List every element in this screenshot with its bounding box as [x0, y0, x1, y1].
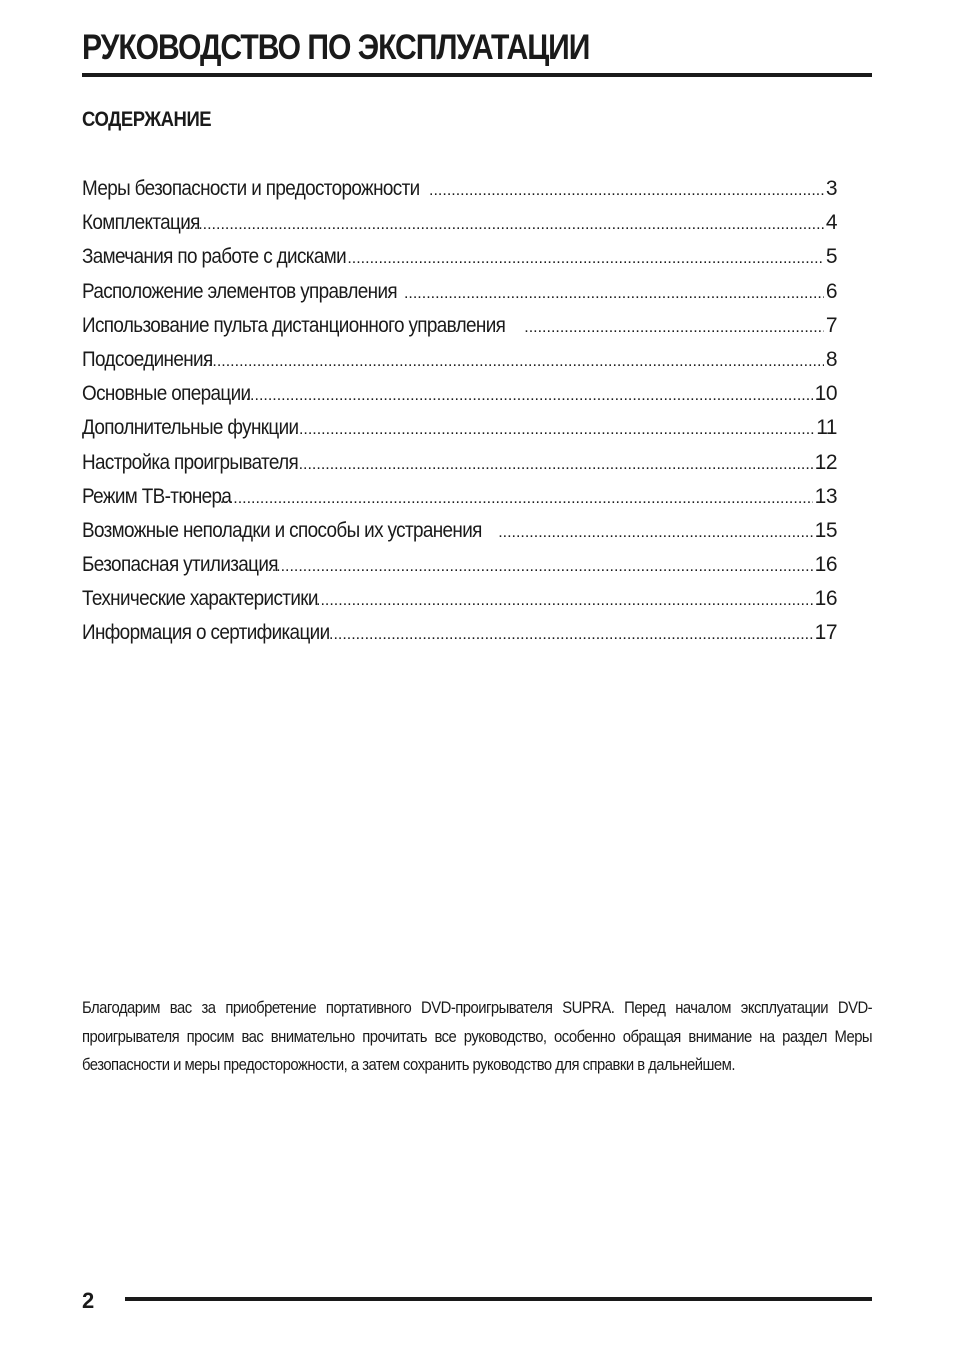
toc-entry-label: Режим ТВ-тюнера — [82, 484, 232, 508]
page-title: РУКОВОДСТВО ПО ЭКСПЛУАТАЦИИ — [82, 28, 590, 67]
toc-entry-page: 7 — [825, 313, 837, 337]
toc-leader-dots — [220, 482, 813, 516]
toc-entry-page: 10 — [814, 382, 837, 406]
toc-entry-label: Комплектация — [82, 211, 200, 235]
toc-entry-player-setup[interactable] — [82, 446, 837, 480]
toc-leader-dots — [199, 345, 824, 379]
toc-entry-page: 16 — [814, 553, 837, 577]
intro-paragraph: Благодарим вас за приобретение портативного DVD-проигрывателя SUPRA. Перед началом эксплуатации DVD-проигрывателя просим вас внимательно прочитать все руководство, особенно обращая внимание на раздел Меры безопасности и меры предосторожности, а затем сохранить руководство для справки в дальнейшем. — [82, 998, 873, 1074]
toc-entry-page: 17 — [814, 621, 837, 645]
toc-entry-page: 5 — [825, 245, 837, 269]
toc-entry-page: 6 — [825, 279, 837, 303]
toc-entry-page: 8 — [825, 347, 837, 371]
toc-entry-package-contents[interactable] — [82, 206, 837, 240]
toc-entry-label: Настройка проигрывателя — [82, 450, 299, 474]
toc-leader-dots — [498, 516, 812, 550]
toc-entry-page: 12 — [814, 450, 837, 474]
toc-leader-dots — [295, 413, 815, 447]
toc-entry-disc-notes[interactable] — [82, 240, 837, 274]
title-rule — [82, 73, 872, 77]
toc-entry-certification[interactable] — [82, 616, 837, 650]
toc-leader-dots — [185, 208, 824, 242]
toc-leader-dots — [347, 242, 823, 276]
toc-entry-remote-control[interactable] — [82, 309, 837, 343]
toc-entry-safe-disposal[interactable] — [82, 548, 837, 582]
toc-entry-additional-functions[interactable] — [82, 411, 837, 445]
toc-leader-dots — [524, 311, 824, 345]
toc-entry-troubleshooting[interactable] — [82, 514, 837, 548]
toc-entry-page: 3 — [825, 177, 837, 200]
toc-entry-label: Расположение элементов управления — [82, 279, 397, 303]
toc-entry-label: Возможные неполадки и способы их устранения — [82, 518, 482, 542]
toc-entry-label: Подсоединения — [82, 347, 213, 371]
toc-entry-tv-tuner-mode[interactable] — [82, 480, 837, 514]
toc-leader-dots — [429, 174, 824, 208]
toc-entry-label: Замечания по работе с дисками — [82, 245, 347, 269]
toc-entry-basic-operations[interactable] — [82, 377, 837, 411]
toc-leader-dots — [404, 277, 824, 311]
toc-entry-label: Информация о сертификации — [82, 621, 330, 645]
footer-rule — [125, 1297, 872, 1301]
toc-entry-label: Технические характеристики — [82, 587, 318, 611]
contents-heading: СОДЕРЖАНИЕ — [82, 108, 212, 131]
toc-entry-label: Дополнительные функции — [82, 416, 299, 440]
toc-entry-page: 15 — [814, 518, 837, 542]
toc-entry-label: Меры безопасности и предосторожности — [82, 177, 420, 200]
toc-leader-dots — [329, 618, 813, 652]
toc-entry-page: 13 — [814, 484, 837, 508]
toc-leader-dots — [241, 379, 812, 413]
table-of-contents — [82, 172, 837, 651]
toc-entry-safety[interactable] — [82, 172, 837, 206]
toc-entry-connections[interactable] — [82, 343, 837, 377]
toc-entry-page: 11 — [816, 416, 837, 440]
toc-leader-dots — [316, 584, 813, 618]
toc-entry-label: Безопасная утилизация — [82, 553, 278, 577]
toc-leader-dots — [294, 448, 813, 482]
toc-entry-specifications[interactable] — [82, 582, 837, 616]
toc-entry-label: Использование пульта дистанционного управления — [82, 313, 506, 337]
toc-entry-controls-layout[interactable] — [82, 275, 837, 309]
page-number: 2 — [82, 1288, 95, 1313]
toc-entry-page: 16 — [814, 587, 837, 611]
toc-entry-label: Основные операции — [82, 382, 251, 406]
toc-entry-page: 4 — [825, 211, 837, 235]
toc-leader-dots — [272, 550, 813, 584]
